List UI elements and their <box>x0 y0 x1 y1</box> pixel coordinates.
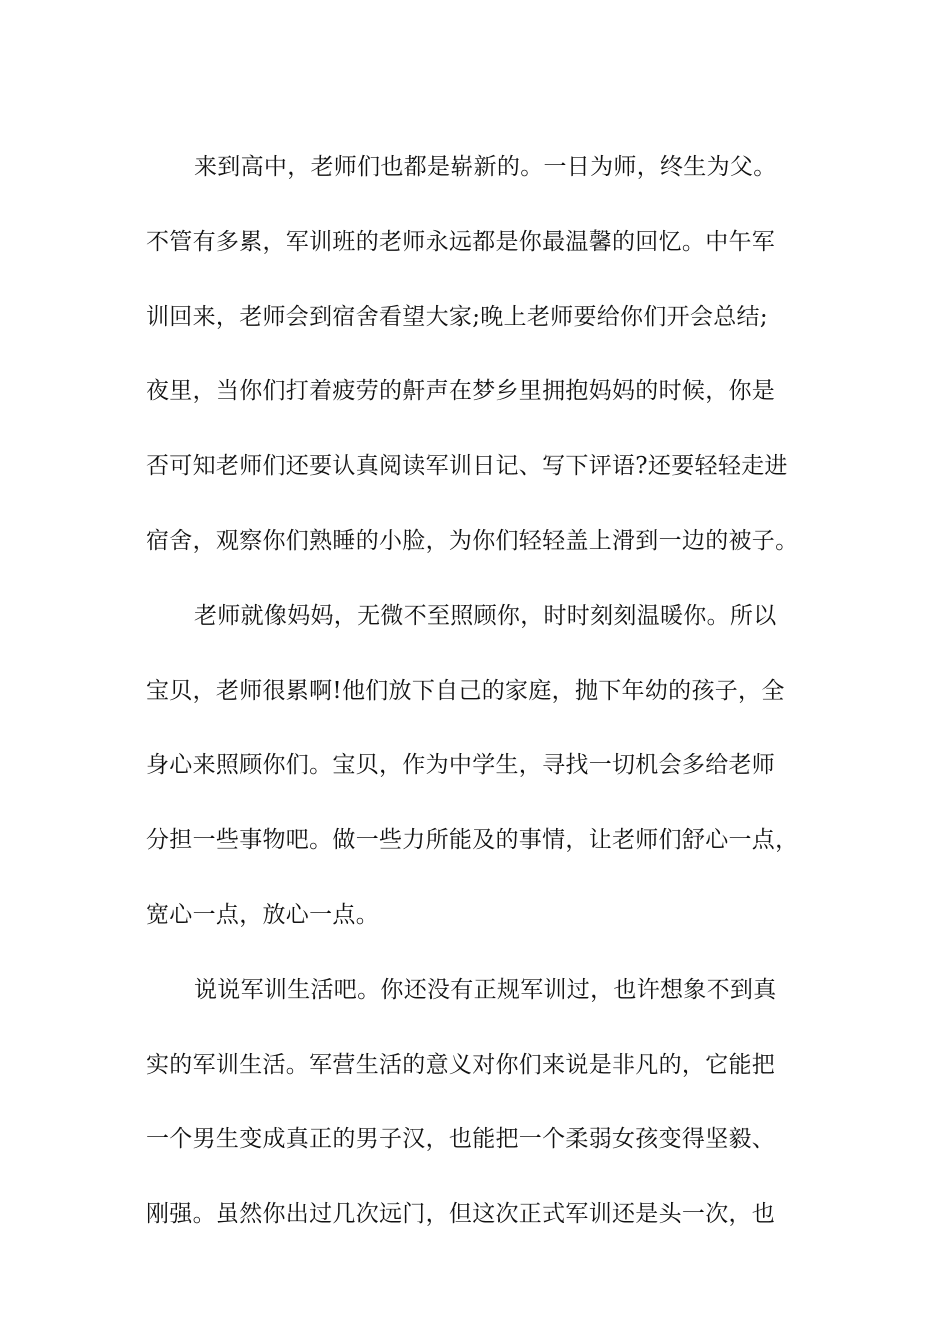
paragraph-1-line-1: 来到高中，老师们也都是崭新的。一日为师，终生为父。 <box>194 154 777 180</box>
paragraph-1-line-5: 否可知老师们还要认真阅读军训日记、写下评语?还要轻轻走进 <box>146 453 788 480</box>
paragraph-2-line-2: 宝贝，老师很累啊!他们放下自己的家庭，抛下年幼的孩子，全 <box>146 677 785 704</box>
paragraph-1-line-6: 宿舍，观察你们熟睡的小脸，为你们轻轻盖上滑到一边的被子。 <box>146 527 799 554</box>
body-text <box>146 130 816 1252</box>
paragraph-3-line-1: 说说军训生活吧。你还没有正规军训过，也许想象不到真 <box>194 976 777 1003</box>
paragraph-3-line-3: 一个男生变成真正的男子汉，也能把一个柔弱女孩变得坚毅、 <box>146 1126 776 1153</box>
paragraph-2-line-5: 宽心一点，放心一点。 <box>146 901 379 928</box>
paragraph-3-line-4: 刚强。虽然你出过几次远门，但这次正式军训还是头一次，也 <box>146 1201 776 1228</box>
paragraph-2-line-3: 身心来照顾你们。宝贝，作为中学生，寻找一切机会多给老师 <box>146 752 776 779</box>
paragraph-1-line-3: 训回来，老师会到宿舍看望大家;晚上老师要给你们开会总结; <box>146 303 768 330</box>
paragraph-1-line-4: 夜里，当你们打着疲劳的鼾声在梦乡里拥抱妈妈的时候，你是 <box>146 378 776 405</box>
paragraph-2-line-1: 老师就像妈妈，无微不至照顾你，时时刻刻温暖你。所以 <box>194 602 777 629</box>
paragraph-1-line-2: 不管有多累，军训班的老师永远都是你最温馨的回忆。中午军 <box>146 228 776 255</box>
paragraph-3-line-2: 实的军训生活。军营生活的意义对你们来说是非凡的，它能把 <box>146 1051 776 1078</box>
paragraph-2-line-4: 分担一些事物吧。做一些力所能及的事情，让老师们舒心一点， <box>146 827 799 854</box>
